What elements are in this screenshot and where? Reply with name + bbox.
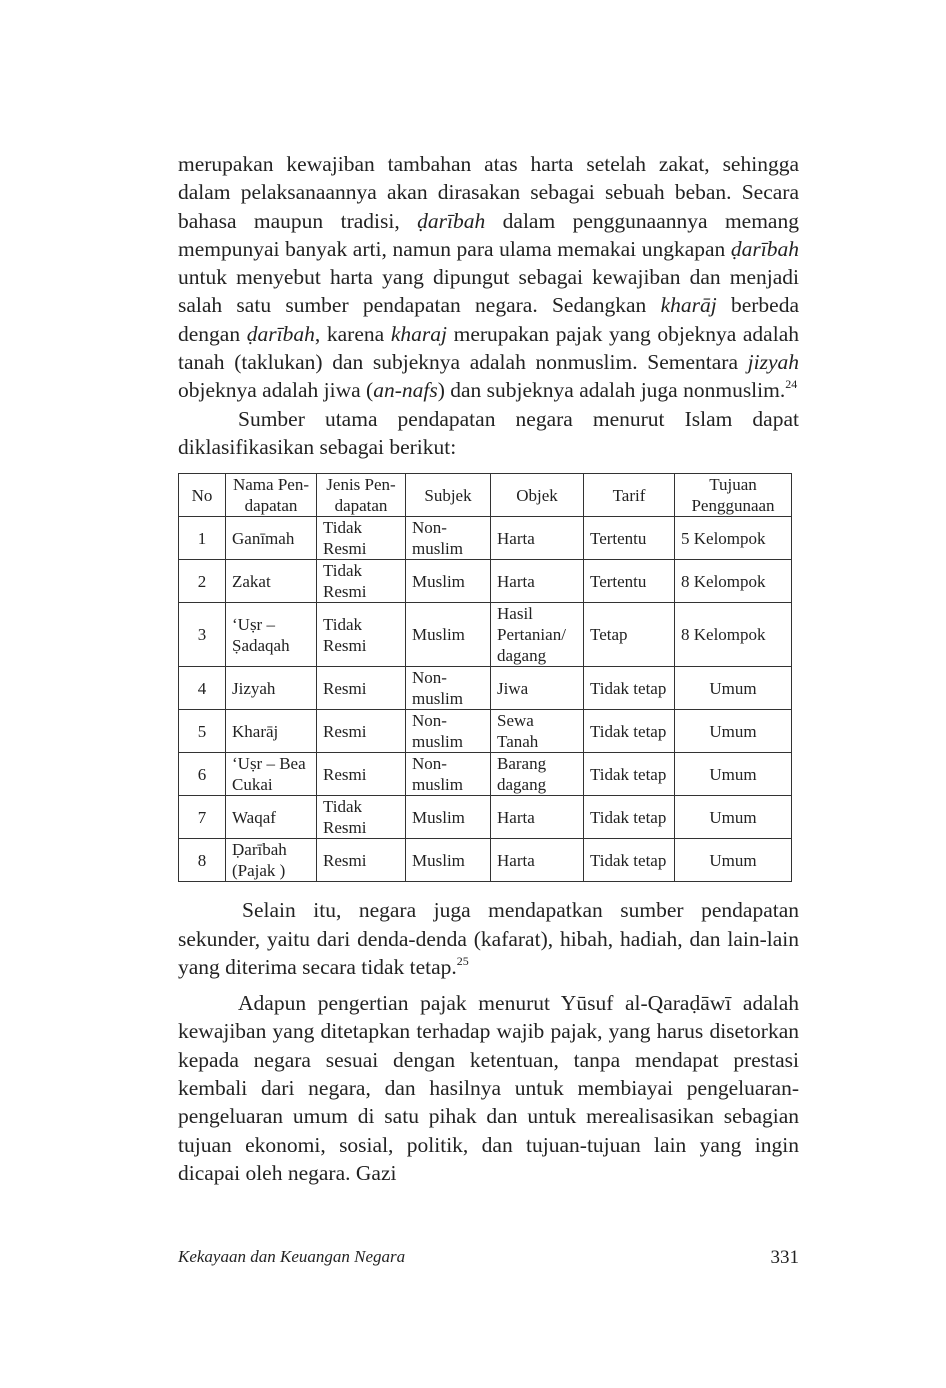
table-cell: 8 Kelompok	[675, 560, 792, 603]
table-cell: Jiwa	[491, 667, 584, 710]
table-cell: Umum	[675, 796, 792, 839]
table-row	[179, 796, 792, 839]
header-tujuan-penggunaan: Tujuan Penggunaan	[675, 474, 792, 517]
table-cell: 5	[179, 710, 226, 753]
table-header-row	[179, 474, 792, 517]
table-cell: Tidak tetap	[584, 839, 675, 882]
table-cell: Zakat	[226, 560, 317, 603]
table-cell: Tidak Resmi	[317, 796, 406, 839]
table-cell: Tidak tetap	[584, 710, 675, 753]
table-cell: Ḍarībah (Pajak )	[226, 839, 317, 882]
table-cell: Resmi	[317, 667, 406, 710]
header-no: No	[179, 474, 226, 517]
table-cell: 2	[179, 560, 226, 603]
table-cell: Resmi	[317, 839, 406, 882]
table-cell: Sewa Tanah	[491, 710, 584, 753]
paragraph-2: Sumber utama pendapatan negara menurut Islam dapat diklasifikasikan sebagai berikut:	[178, 406, 799, 459]
table-row	[179, 753, 792, 796]
table-cell: Harta	[491, 796, 584, 839]
footnote-ref-25: 25	[456, 953, 469, 968]
table-cell: Tertentu	[584, 517, 675, 560]
table-cell: Umum	[675, 667, 792, 710]
table-cell: Tidak Resmi	[317, 517, 406, 560]
table-cell: 1	[179, 517, 226, 560]
header-jenis-pendapatan: Jenis Pen-dapatan	[317, 474, 406, 517]
table-cell: Tidak tetap	[584, 753, 675, 796]
paragraph-1: merupakan kewajiban tambahan atas harta setelah zakat, sehingga dalam pelaksanaannya akan dirasakan sebagai sebuah beban. Secara bahasa maupun tradisi, ḍarībah dalam penggunaannya memang mempunyai banyak arti, namun para ulama memakai ungkapan ḍarībah untuk menyebut harta yang dipungut sebagai kewajiban dan menjadi salah satu sumber pendapatan negara. Sedangkan kharāj berbeda dengan ḍarībah, karena kharaj merupakan pajak yang objeknya adalah tanah (taklukan) dan subjeknya adalah nonmuslim. Sementara jizyah objeknya adalah jiwa (an-nafs) dan subjeknya adalah juga nonmuslim.$^{24}$	[178, 152, 799, 403]
revenue-sources-table	[178, 473, 792, 882]
table-cell: 3	[179, 603, 226, 667]
table-cell: ‘Uṣr – Bea Cukai	[226, 753, 317, 796]
table-cell: Hasil Pertanian/ dagang	[491, 603, 584, 667]
table-cell: Non-muslim	[406, 667, 491, 710]
table-cell: Harta	[491, 560, 584, 603]
table-body	[179, 517, 792, 882]
table-cell: Tidak Resmi	[317, 603, 406, 667]
header-tarif: Tarif	[584, 474, 675, 517]
table-row	[179, 560, 792, 603]
table-cell: 8	[179, 839, 226, 882]
table-cell: 4	[179, 667, 226, 710]
header-objek: Objek	[491, 474, 584, 517]
table-row	[179, 710, 792, 753]
table-cell: Tetap	[584, 603, 675, 667]
table-cell: Barang dagang	[491, 753, 584, 796]
table-cell: ‘Uṣr – Ṣadaqah	[226, 603, 317, 667]
table-cell: Umum	[675, 710, 792, 753]
table-cell: Non-muslim	[406, 710, 491, 753]
table-cell: Non-muslim	[406, 753, 491, 796]
table-cell: Kharāj	[226, 710, 317, 753]
table-row	[179, 603, 792, 667]
table-cell: Harta	[491, 839, 584, 882]
table-cell: Umum	[675, 839, 792, 882]
table-row	[179, 517, 792, 560]
table-cell: Resmi	[317, 753, 406, 796]
table-cell: 5 Kelompok	[675, 517, 792, 560]
table-cell: Muslim	[406, 839, 491, 882]
table-cell: Tidak tetap	[584, 796, 675, 839]
table-cell: Resmi	[317, 710, 406, 753]
table-cell: Tidak tetap	[584, 667, 675, 710]
table-cell: 6	[179, 753, 226, 796]
table-row	[179, 667, 792, 710]
table-cell: Waqaf	[226, 796, 317, 839]
table-cell: Muslim	[406, 603, 491, 667]
paragraph-3: Selain itu, negara juga mendapatkan sumber pendapatan sekunder, yaitu dari denda-denda (kafarat), hibah, hadiah, dan lain-lain yang diterima secara tidak tetap.$^{25}$	[178, 898, 799, 979]
header-nama-pendapatan: Nama Pen-dapatan	[226, 474, 317, 517]
running-footer-title: Kekayaan dan Keuangan Negara	[178, 1247, 406, 1266]
table-cell: Umum	[675, 753, 792, 796]
paragraph-4: Adapun pengertian pajak menurut Yūsuf al-Qaraḍāwī adalah kewajiban yang ditetapkan terhadap wajib pajak, yang harus disetorkan kepada negara sesuai dengan ketentuan, tanpa mendapat prestasi kembali dari negara, dan hasilnya untuk membiayai pengeluaran-pengeluaran umum di satu pihak dan untuk merealisasikan sebagian tujuan ekonomi, sosial, politik, dan tujuan-tujuan lain yang ingin dicapai oleh negara. Gazi	[178, 991, 799, 1185]
page-body	[178, 150, 799, 1187]
footnote-ref-24: 24	[785, 377, 798, 392]
table-cell: Tertentu	[584, 560, 675, 603]
table-cell: Muslim	[406, 796, 491, 839]
table-cell: Jizyah	[226, 667, 317, 710]
table-cell: 7	[179, 796, 226, 839]
table-row	[179, 839, 792, 882]
page-footer	[178, 1247, 799, 1269]
table-cell: Harta	[491, 517, 584, 560]
table-cell: Non-muslim	[406, 517, 491, 560]
header-subjek: Subjek	[406, 474, 491, 517]
table-cell: Tidak Resmi	[317, 560, 406, 603]
table-cell: Ganīmah	[226, 517, 317, 560]
page-number: 331	[770, 1247, 799, 1268]
table-cell: 8 Kelompok	[675, 603, 792, 667]
table-cell: Muslim	[406, 560, 491, 603]
